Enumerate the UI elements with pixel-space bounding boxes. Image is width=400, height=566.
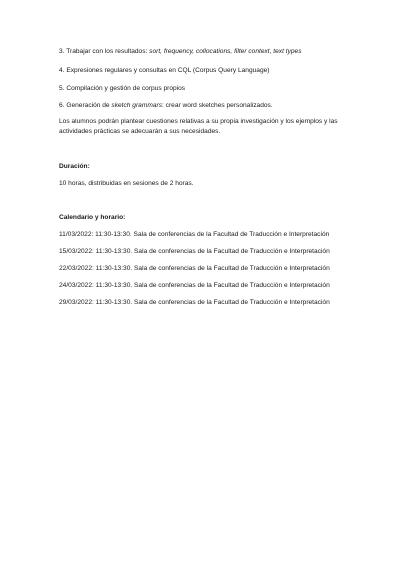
- schedule-session: 22/03/2022: 11:30-13:30. Sala de conferencias de la Facultad de Traducción e Interpretación: [59, 265, 330, 272]
- list-item-6-term: sketch grammars: [111, 102, 162, 109]
- schedule-session: 15/03/2022: 11:30-13:30. Sala de conferencias de la Facultad de Traducción e Interpretación: [59, 248, 330, 255]
- list-item-6-prefix: 6. Generación de: [59, 102, 112, 109]
- schedule-session: 29/03/2022: 11:30-13:30. Sala de conferencias de la Facultad de Traducción e Interpretación: [59, 299, 330, 306]
- note-paragraph: Los alumnos podrán plantear cuestiones relativas a su propia investigación y los ejemplos y las actividades prácticas se adecuarán a sus necesidades.: [59, 118, 338, 135]
- schedule-heading: Calendario y horario:: [59, 214, 126, 221]
- schedule-session: 11/03/2022: 11:30-13:30. Sala de conferencias de la Facultad de Traducción e Interpretación: [59, 231, 330, 238]
- duration-text: 10 horas, distribuidas en sesiones de 2 horas.: [59, 180, 194, 187]
- list-item-4: 4. Expresiones regulares y consultas en CQL (Corpus Query Language): [59, 67, 270, 74]
- list-item-6-suffix: : crear word sketches personalizados.: [162, 102, 273, 109]
- list-item-6: [59, 101, 359, 111]
- duration-heading: Duración:: [59, 163, 90, 170]
- list-item-3-terms: sort, frequency, collocations, filter context, text types: [149, 48, 302, 55]
- list-item-5: 5. Compilación y gestión de corpus propios: [59, 85, 186, 92]
- list-item-3-text: 3. Trabajar con los resultados:: [59, 48, 150, 55]
- list-item-3: [59, 47, 359, 57]
- schedule-session: 24/03/2022: 11:30-13:30. Sala de conferencias de la Facultad de Traducción e Interpretación: [59, 282, 330, 289]
